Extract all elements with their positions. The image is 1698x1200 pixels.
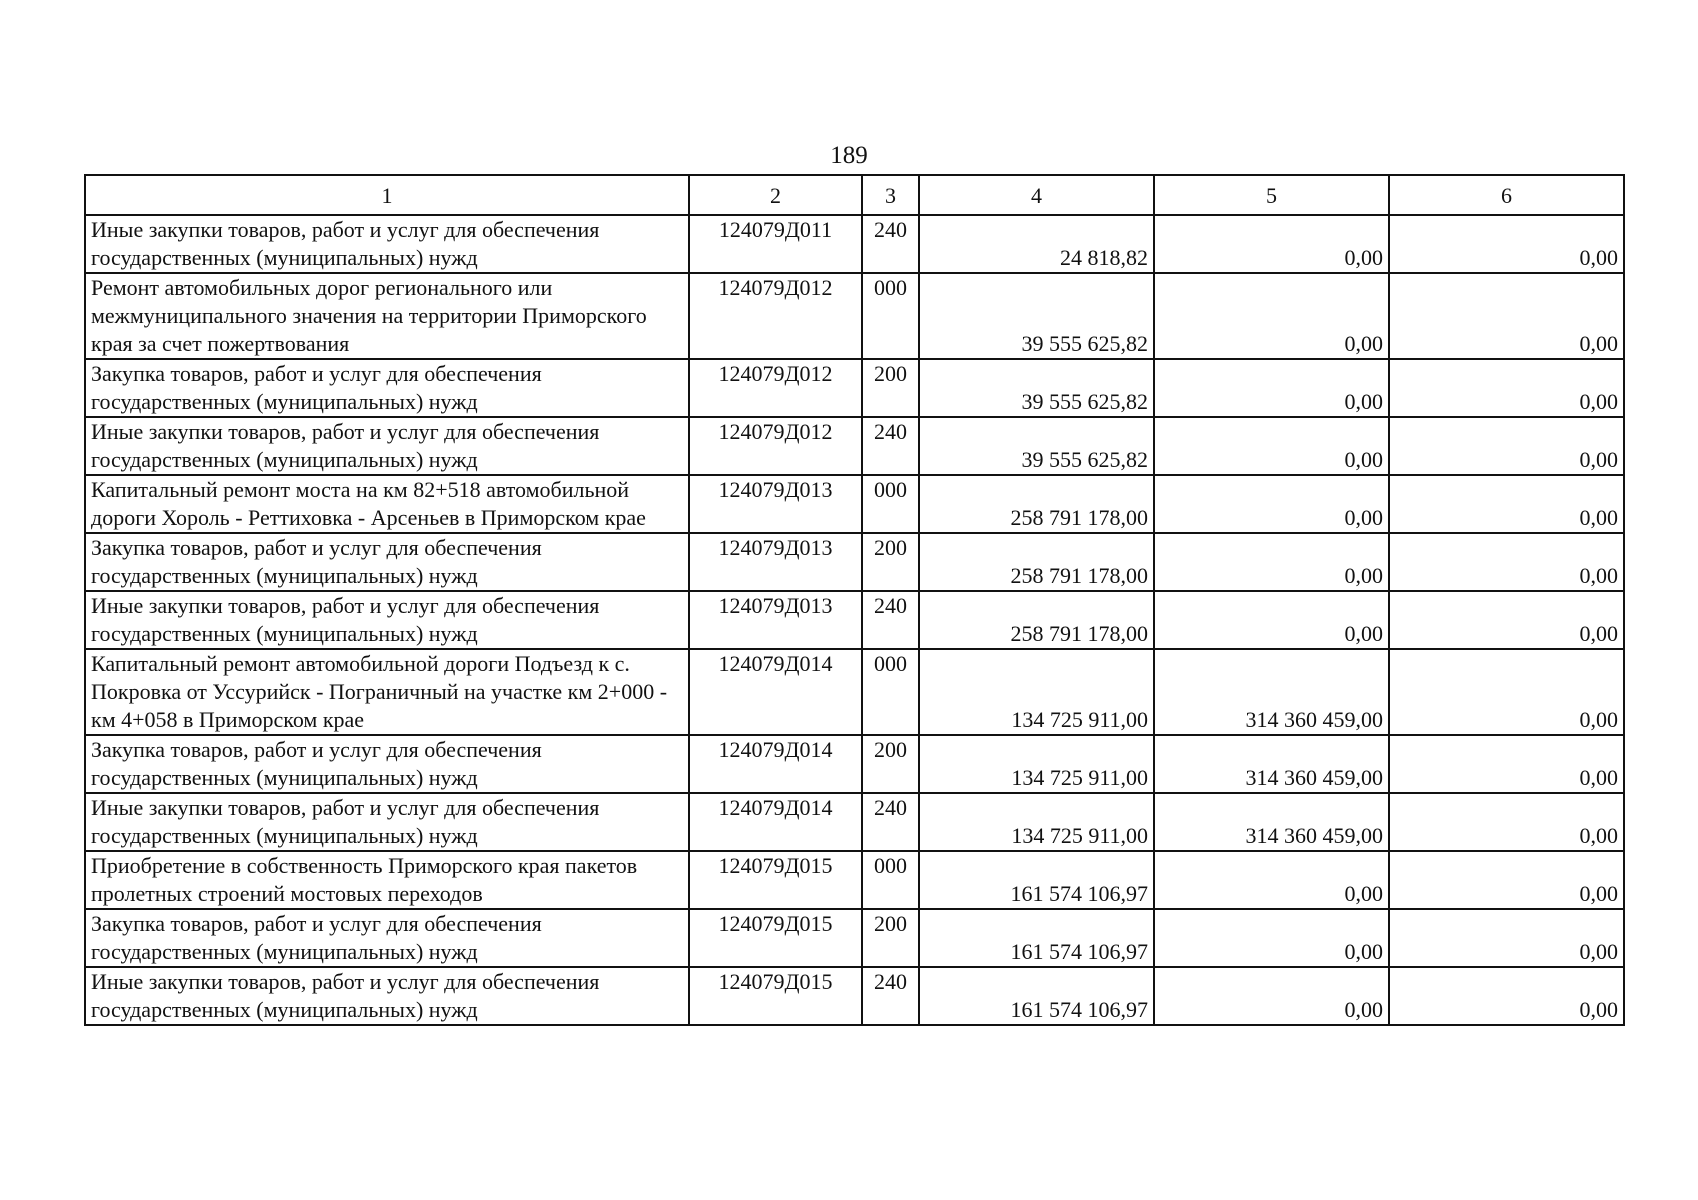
table-row — [85, 735, 1624, 793]
amount-col5: 0,00 — [1154, 533, 1389, 591]
amount-col6: 0,00 — [1389, 793, 1624, 851]
amount-col4: 134 725 911,00 — [919, 793, 1154, 851]
table-row — [85, 649, 1624, 735]
target-code: 124079Д013 — [689, 591, 862, 649]
expense-kind: 200 — [862, 359, 919, 417]
target-code: 124079Д014 — [689, 649, 862, 735]
item-name: Иные закупки товаров, работ и услуг для обеспечения государственных (муниципальных) нужд — [85, 793, 689, 851]
table-row — [85, 851, 1624, 909]
expense-kind: 200 — [862, 735, 919, 793]
amount-col4: 258 791 178,00 — [919, 591, 1154, 649]
amount-col6: 0,00 — [1389, 967, 1624, 1025]
amount-col6: 0,00 — [1389, 215, 1624, 273]
target-code: 124079Д013 — [689, 475, 862, 533]
amount-col6: 0,00 — [1389, 359, 1624, 417]
amount-col6: 0,00 — [1389, 591, 1624, 649]
amount-col5: 0,00 — [1154, 215, 1389, 273]
expense-kind: 240 — [862, 591, 919, 649]
target-code: 124079Д014 — [689, 735, 862, 793]
target-code: 124079Д013 — [689, 533, 862, 591]
amount-col4: 134 725 911,00 — [919, 649, 1154, 735]
expense-kind: 240 — [862, 793, 919, 851]
item-name: Капитальный ремонт моста на км 82+518 автомобильной дороги Хороль - Реттиховка - Арсеньев в Приморском крае — [85, 475, 689, 533]
amount-col6: 0,00 — [1389, 417, 1624, 475]
amount-col4: 134 725 911,00 — [919, 735, 1154, 793]
item-name: Капитальный ремонт автомобильной дороги Подъезд к с. Покровка от Уссурийск - Пограничный на участке км 2+000 - км 4+058 в Приморском крае — [85, 649, 689, 735]
table-row — [85, 417, 1624, 475]
amount-col6: 0,00 — [1389, 735, 1624, 793]
target-code: 124079Д015 — [689, 967, 862, 1025]
table-row — [85, 533, 1624, 591]
amount-col4: 161 574 106,97 — [919, 851, 1154, 909]
amount-col5: 0,00 — [1154, 591, 1389, 649]
amount-col5: 0,00 — [1154, 359, 1389, 417]
column-header: 1 — [85, 175, 689, 215]
table-row — [85, 215, 1624, 273]
amount-col4: 258 791 178,00 — [919, 475, 1154, 533]
table-row — [85, 909, 1624, 967]
target-code: 124079Д014 — [689, 793, 862, 851]
amount-col4: 161 574 106,97 — [919, 967, 1154, 1025]
amount-col6: 0,00 — [1389, 533, 1624, 591]
target-code: 124079Д012 — [689, 417, 862, 475]
amount-col5: 0,00 — [1154, 475, 1389, 533]
table-row — [85, 967, 1624, 1025]
expense-kind: 240 — [862, 417, 919, 475]
item-name: Ремонт автомобильных дорог регионального или межмуниципального значения на территории Приморского края за счет пожертвования — [85, 273, 689, 359]
amount-col4: 39 555 625,82 — [919, 417, 1154, 475]
expense-kind: 000 — [862, 273, 919, 359]
amount-col5: 0,00 — [1154, 273, 1389, 359]
target-code: 124079Д012 — [689, 273, 862, 359]
item-name: Иные закупки товаров, работ и услуг для обеспечения государственных (муниципальных) нужд — [85, 591, 689, 649]
column-header: 6 — [1389, 175, 1624, 215]
column-header: 2 — [689, 175, 862, 215]
amount-col4: 161 574 106,97 — [919, 909, 1154, 967]
amount-col4: 258 791 178,00 — [919, 533, 1154, 591]
item-name: Иные закупки товаров, работ и услуг для обеспечения государственных (муниципальных) нужд — [85, 417, 689, 475]
column-header: 5 — [1154, 175, 1389, 215]
item-name: Закупка товаров, работ и услуг для обеспечения государственных (муниципальных) нужд — [85, 533, 689, 591]
table-row — [85, 475, 1624, 533]
page-number: 189 — [830, 142, 868, 169]
table-header-row — [85, 175, 1624, 215]
target-code: 124079Д015 — [689, 909, 862, 967]
table-row — [85, 793, 1624, 851]
expense-kind: 200 — [862, 533, 919, 591]
amount-col5: 0,00 — [1154, 909, 1389, 967]
expense-kind: 200 — [862, 909, 919, 967]
expense-kind: 000 — [862, 649, 919, 735]
target-code: 124079Д011 — [689, 215, 862, 273]
item-name: Приобретение в собственность Приморского края пакетов пролетных строений мостовых переходов — [85, 851, 689, 909]
target-code: 124079Д015 — [689, 851, 862, 909]
item-name: Иные закупки товаров, работ и услуг для обеспечения государственных (муниципальных) нужд — [85, 967, 689, 1025]
target-code: 124079Д012 — [689, 359, 862, 417]
amount-col6: 0,00 — [1389, 273, 1624, 359]
amount-col6: 0,00 — [1389, 475, 1624, 533]
expense-kind: 000 — [862, 851, 919, 909]
item-name: Закупка товаров, работ и услуг для обеспечения государственных (муниципальных) нужд — [85, 735, 689, 793]
item-name: Закупка товаров, работ и услуг для обеспечения государственных (муниципальных) нужд — [85, 909, 689, 967]
amount-col4: 39 555 625,82 — [919, 273, 1154, 359]
amount-col6: 0,00 — [1389, 909, 1624, 967]
table-row — [85, 359, 1624, 417]
budget-table — [84, 174, 1625, 1026]
amount-col5: 314 360 459,00 — [1154, 735, 1389, 793]
amount-col5: 314 360 459,00 — [1154, 649, 1389, 735]
table-row — [85, 591, 1624, 649]
amount-col5: 314 360 459,00 — [1154, 793, 1389, 851]
item-name: Закупка товаров, работ и услуг для обеспечения государственных (муниципальных) нужд — [85, 359, 689, 417]
amount-col5: 0,00 — [1154, 851, 1389, 909]
amount-col4: 39 555 625,82 — [919, 359, 1154, 417]
table-row — [85, 273, 1624, 359]
expense-kind: 000 — [862, 475, 919, 533]
expense-kind: 240 — [862, 967, 919, 1025]
column-header: 3 — [862, 175, 919, 215]
amount-col4: 24 818,82 — [919, 215, 1154, 273]
amount-col6: 0,00 — [1389, 851, 1624, 909]
amount-col5: 0,00 — [1154, 417, 1389, 475]
expense-kind: 240 — [862, 215, 919, 273]
amount-col5: 0,00 — [1154, 967, 1389, 1025]
column-header: 4 — [919, 175, 1154, 215]
item-name: Иные закупки товаров, работ и услуг для обеспечения государственных (муниципальных) нужд — [85, 215, 689, 273]
amount-col6: 0,00 — [1389, 649, 1624, 735]
